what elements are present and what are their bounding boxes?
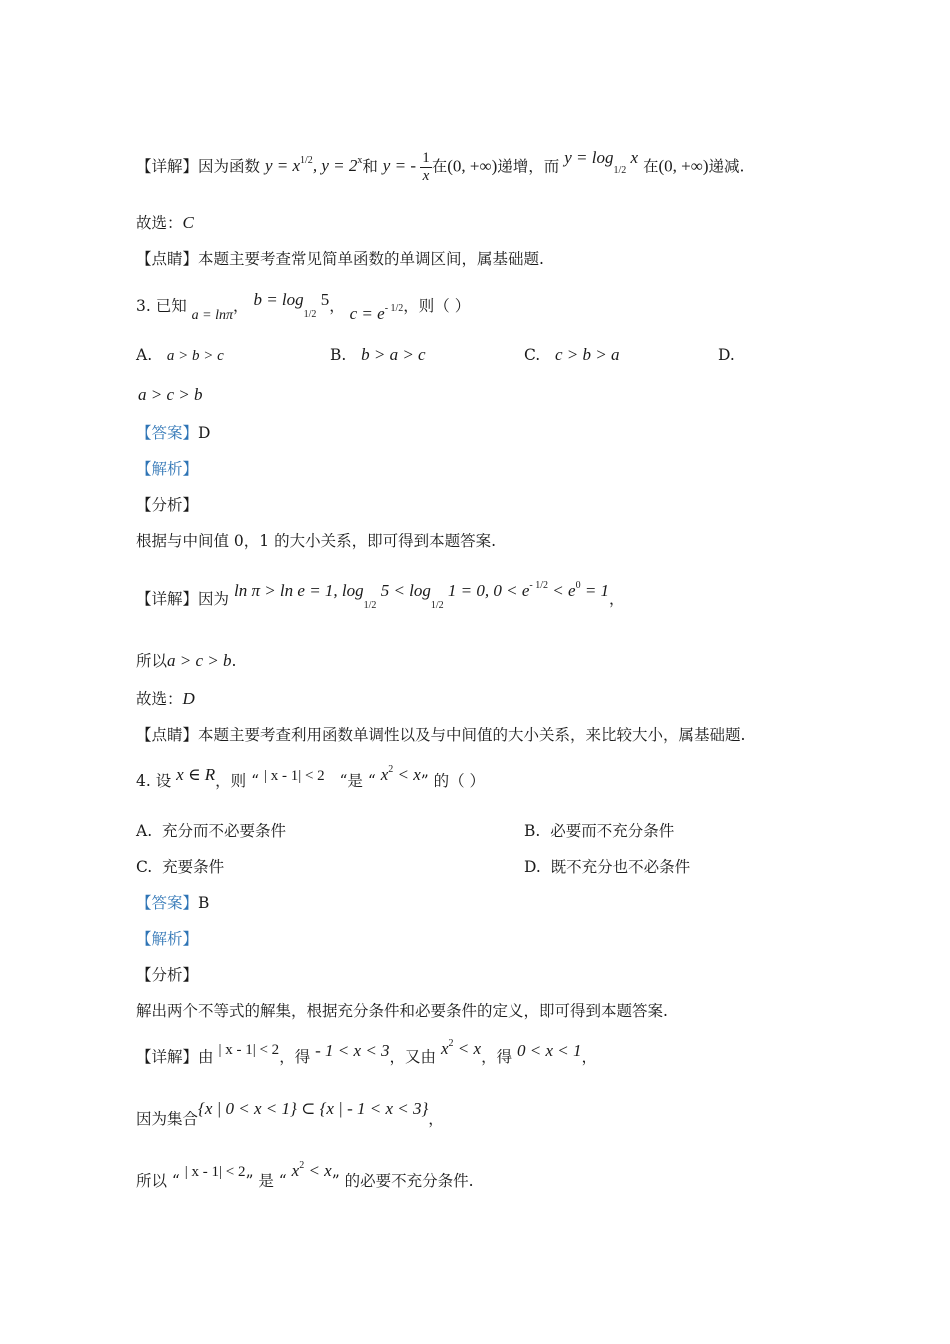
- q3-choose: 故选：D: [136, 689, 195, 708]
- q3-detail: 【详解】因为 ln π > ln e = 1, $\log_{1/2} 5 < \log_{1/2} 1 = 0$, $0 < e^{- 1/2} < e^0 = 1$，: [136, 580, 625, 611]
- q4-option-d[interactable]: D. 既不充分也不必条件: [524, 858, 691, 876]
- q4-detail: 【详解】由 | x - 1| < 2，得 - 1 < x < 3，又由 $x^2 < x$，得 0 < x < 1，: [136, 1038, 598, 1066]
- remark-label: 【点睛】: [136, 250, 199, 268]
- detail-label: 【详解】: [136, 157, 199, 176]
- q3-so: 所以a > c > b.: [136, 651, 237, 670]
- q3-option-d[interactable]: a > c > b: [138, 385, 203, 404]
- q4-option-b[interactable]: B. 必要而不充分条件: [524, 822, 675, 840]
- q3-option-d-label[interactable]: D.: [718, 346, 735, 364]
- q4-analysis-label: 【解析】: [136, 930, 199, 948]
- question-4: 4. 设 x ∈ R，则 “ | x - 1| < 2 “是 “ $x^2 < x$” 的（ ）: [136, 764, 486, 790]
- solution-detail-line: 【详解】因为函数 $y = x^{1/2}$, $y = 2^x$和 y = - $\frac{1}{x}$ 在(0, +∞)递增，而 $y = \log_{1/2} x$ 在(0, +∞)递减.: [136, 148, 745, 184]
- q4-answer: 【答案】B: [136, 894, 210, 912]
- question-3: 3. 已知 a = lnπ， $b = \log_{1/2} 5$， $c = e^{- 1/2}$，则（ ）: [136, 290, 471, 323]
- q4-conclusion: 所以 “ | x - 1| < 2” 是 “ $x^2 < x$” 的必要不充分条件.: [136, 1160, 474, 1190]
- q3-option-c[interactable]: C. c > b > a: [524, 345, 620, 364]
- q3-option-b[interactable]: B. b > a > c: [330, 345, 426, 364]
- q3-fenxi-label: 【分析】: [136, 496, 199, 514]
- q4-set-line: 因为集合{x | 0 < x < 1} ⊂ {x | - 1 < x < 3}，: [136, 1099, 444, 1128]
- formula: $y = x^{1/2}$, $y = 2^x$: [264, 155, 363, 176]
- q4-option-a[interactable]: A. 充分而不必要条件: [136, 822, 286, 840]
- choose-line: 故选：C: [136, 213, 194, 232]
- q3-analysis-label: 【解析】: [136, 460, 199, 478]
- q3-fenxi-text: 根据与中间值 0，1 的大小关系，即可得到本题答案.: [136, 532, 497, 550]
- q3-option-a[interactable]: A. a > b > c: [136, 346, 224, 364]
- q4-fenxi-text: 解出两个不等式的解集，根据充分条件和必要条件的定义，即可得到本题答案.: [136, 1002, 668, 1020]
- q4-option-c[interactable]: C. 充要条件: [136, 858, 225, 876]
- q3-answer: 【答案】D: [136, 424, 211, 442]
- formula: $y = \log_{1/2} x$: [564, 148, 639, 177]
- remark-line: 【点睛】本题主要考查常见简单函数的单调区间，属基础题.: [136, 250, 544, 268]
- formula: y = - $\frac{1}{x}$: [382, 150, 430, 184]
- q3-remark: 【点睛】本题主要考查利用函数单调性以及与中间值的大小关系，来比较大小，属基础题.: [136, 726, 746, 744]
- q4-fenxi-label: 【分析】: [136, 966, 199, 984]
